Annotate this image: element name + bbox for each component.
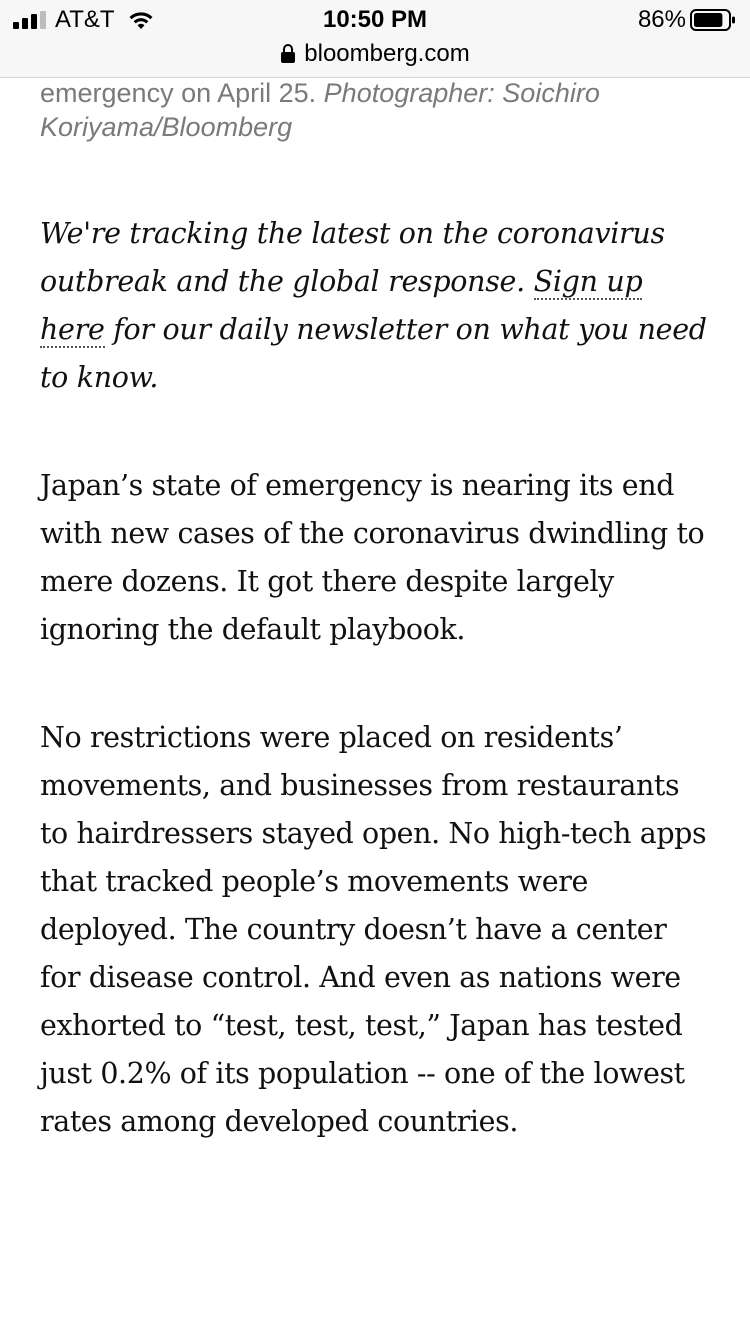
newsletter-promo xyxy=(40,210,710,402)
lock-icon xyxy=(280,43,296,63)
address-bar[interactable] xyxy=(0,38,750,70)
image-caption xyxy=(40,76,710,144)
promo-text-after: for our daily newsletter on what you need to know. xyxy=(40,313,707,394)
newsletter-signup-link[interactable]: Sign up here xyxy=(40,265,643,346)
browser-chrome xyxy=(0,0,750,78)
battery-icon xyxy=(690,8,736,32)
promo-text-before: We're tracking the latest on the coronavirus outbreak and the global response. xyxy=(40,217,665,298)
caption-text: emergency on April 25. xyxy=(40,78,324,108)
address-bar-domain: bloomberg.com xyxy=(304,40,470,67)
status-bar xyxy=(0,0,750,40)
article-body xyxy=(40,72,710,1146)
battery-percentage: 86% xyxy=(637,6,686,33)
clock: 10:50 PM xyxy=(322,6,428,33)
carrier-name: AT&T xyxy=(55,6,115,33)
photo-credit: Photographer: Soichiro Koriyama/Bloomberg xyxy=(40,78,600,142)
battery-fill xyxy=(694,13,722,27)
article-paragraph: Japan’s state of emergency is nearing its end with new cases of the coronavirus dwindling to mere dozens. It got there despite largely ignoring the default playbook. xyxy=(40,469,705,646)
article-paragraph: No restrictions were placed on residents’ movements, and businesses from restaurants to hairdressers stayed open. No high-tech apps that tracked people’s movements were deployed. The country doesn’t have a center for disease control. And even as nations were exhorted to “test, test, test,” Japan has tested just 0.2% of its population -- one of the lowest rates among developed countries. xyxy=(40,721,707,1138)
